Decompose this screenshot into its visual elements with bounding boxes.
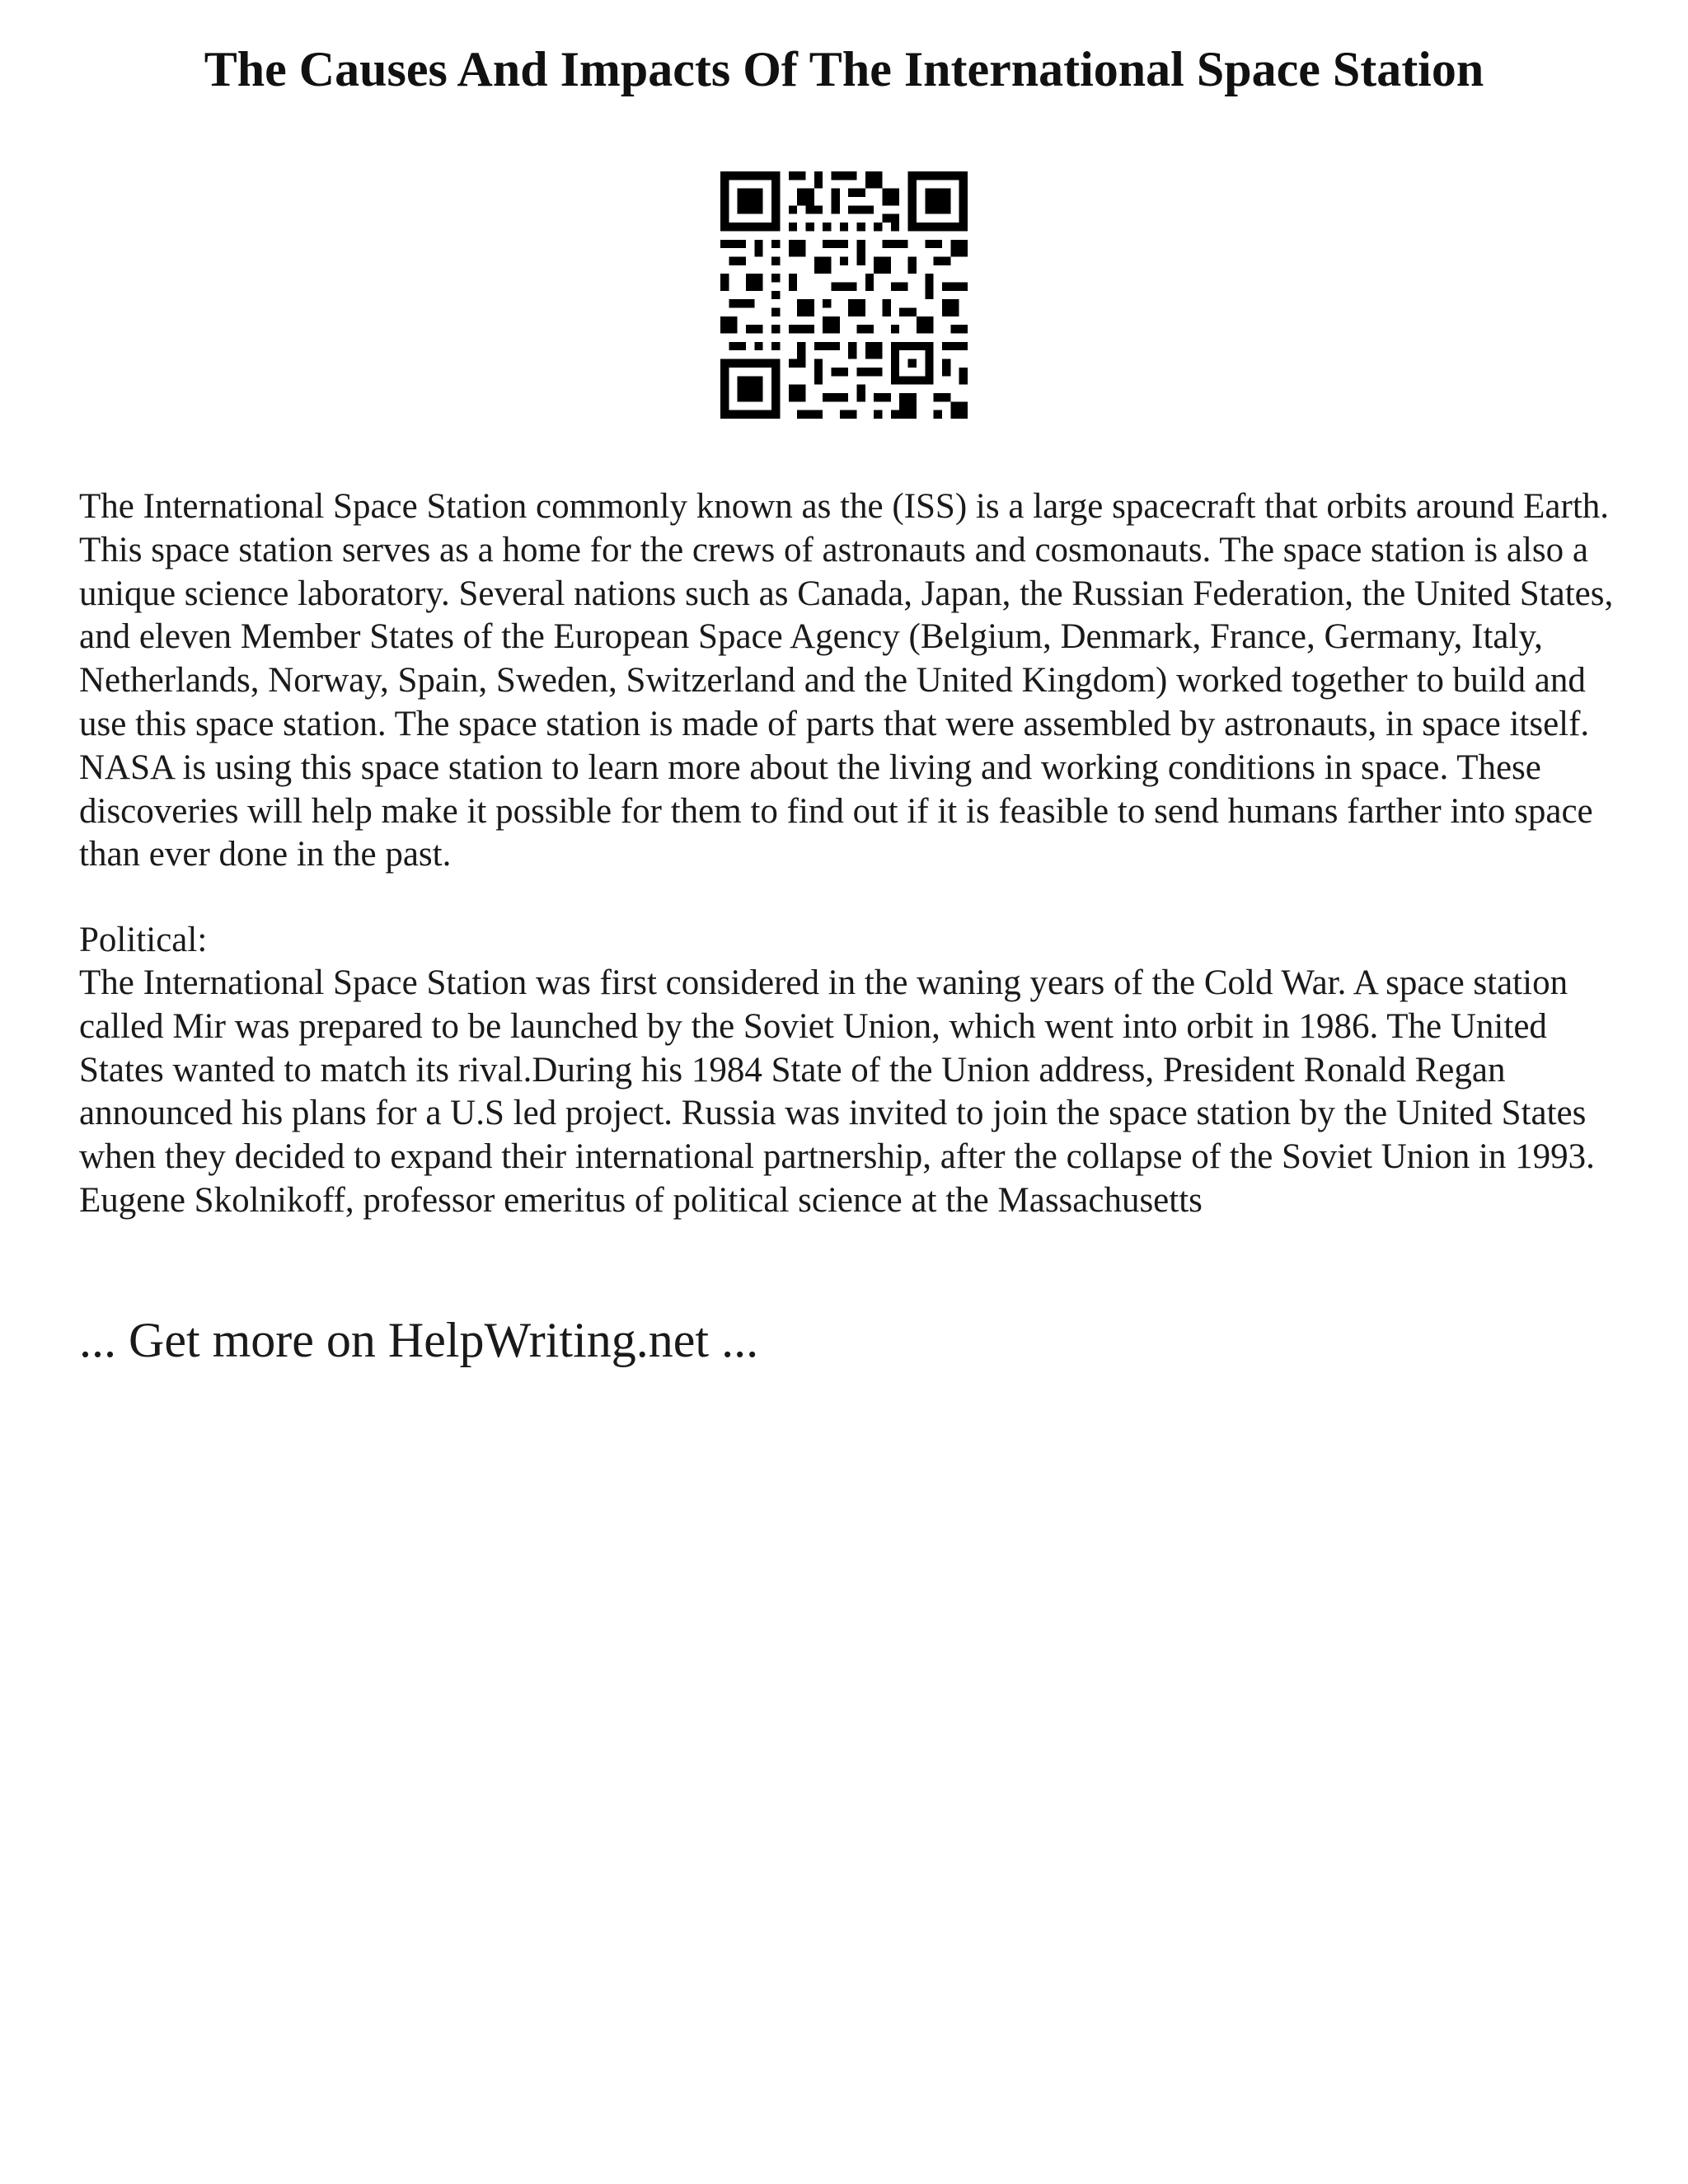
document-title: The Causes And Impacts Of The International Space Station xyxy=(204,42,1484,96)
qr-code-icon xyxy=(720,171,968,419)
political-paragraph: The International Space Station was first considered in the waning years of the Cold War. A space station called Mir was prepared to be launched by the Soviet Union, which went into orbit in 1986. The United States wanted to match its rival.During his 1984 State of the Union address, President Ronald Regan announced his plans for a U.S led project. Russia was invited to join the space station by the United States when they decided to expand their international partnership, after the collapse of the Soviet Union in 1993. Eugene Skolnikoff, professor emeritus of political science at the Massachusetts xyxy=(79,963,1595,1220)
intro-paragraph: The International Space Station commonly known as the (ISS) is a large spacecraft that orbits around Earth. This space station serves as a home for the crews of astronauts and cosmonauts. The space station is also a unique science laboratory. Several nations such as Canada, Japan, the Russian Federation, the United States, and eleven Member States of the European Space Agency (Belgium, Denmark, France, Germany, Italy, Netherlands, Norway, Spain, Sweden, Switzerland and the United Kingdom) worked together to build and use this space station. The space station is made of parts that were assembled by astronauts, in space itself. NASA is using this space station to learn more about the living and working conditions in space. These discoveries will help make it possible for them to find out if it is feasible to send humans farther into space than ever done in the past. xyxy=(79,487,1614,874)
get-more-link[interactable]: ... Get more on HelpWriting.net ... xyxy=(79,1313,759,1367)
political-heading: Political: xyxy=(79,921,208,959)
